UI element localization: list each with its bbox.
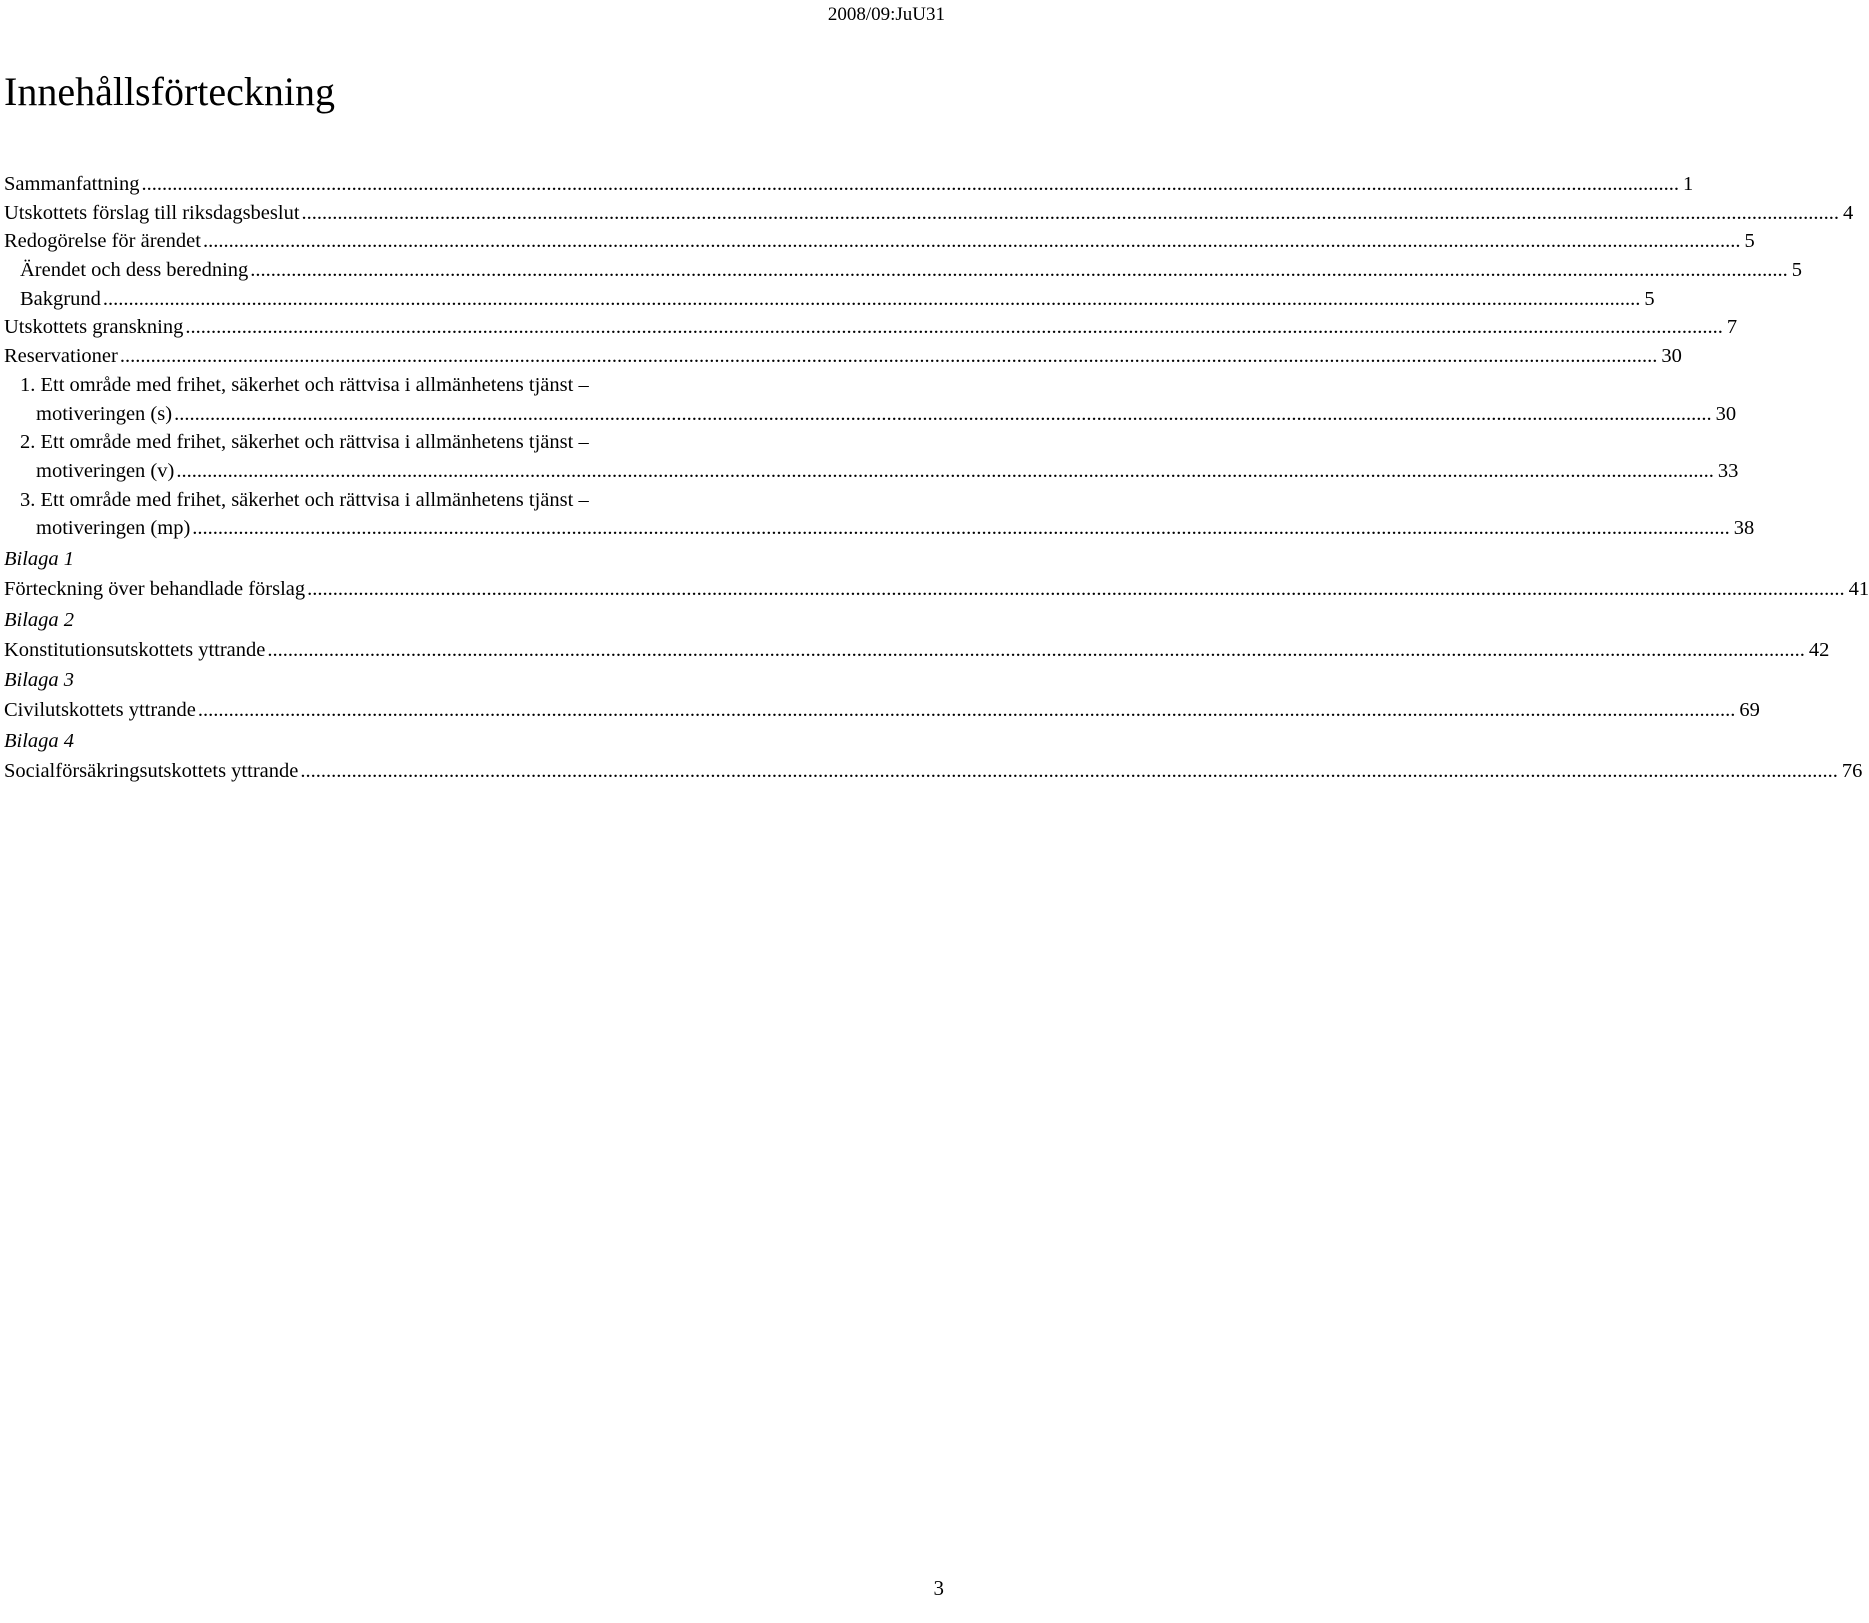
toc-leader: ............................................................................................................................................................................................................................................................................................................ <box>141 173 1680 195</box>
table-of-contents <box>4 170 1869 786</box>
toc-entry-text: Sammanfattning <box>4 173 140 195</box>
toc-entry[interactable] <box>4 514 1755 543</box>
toc-page-number: 5 <box>1744 230 1755 253</box>
toc-entry-text: motiveringen (mp) <box>36 517 191 540</box>
toc-entry-text: Redogörelse för ärendet <box>4 230 201 253</box>
toc-entry-heading[interactable]: 1. Ett område med frihet, säkerhet och rättvisa i allmänhetens tjänst – <box>20 373 589 396</box>
toc-entry-text: Civilutskottets yttrande <box>4 699 196 722</box>
toc-entry-text: motiveringen (v) <box>36 459 175 482</box>
toc-leader: ............................................................................................................................................................................................................................................................................................................ <box>301 201 1840 224</box>
toc-entry[interactable] <box>4 170 1694 199</box>
toc-entry-text: Förteckning över behandlade förslag <box>4 577 306 600</box>
toc-page-number: 7 <box>1726 316 1738 339</box>
appendix-label: Bilaga 3 <box>4 669 75 692</box>
toc-page-number: 4 <box>1843 201 1854 224</box>
toc-entry[interactable] <box>4 285 1655 314</box>
toc-leader: ............................................................................................................................................................................................................................................................................................................ <box>197 699 1736 722</box>
toc-entry[interactable] <box>4 256 1803 285</box>
toc-leader: ............................................................................................................................................................................................................................................................................................................ <box>250 259 1788 282</box>
toc-leader: ............................................................................................................................................................................................................................................................................................................ <box>192 517 1730 540</box>
toc-entry-text: motiveringen (s) <box>36 402 173 425</box>
toc-page-number: 5 <box>1644 287 1655 310</box>
toc-entry[interactable] <box>4 199 1854 228</box>
toc-page-number: 30 <box>1661 345 1682 368</box>
toc-page-number: 38 <box>1733 517 1755 540</box>
toc-page-number: 30 <box>1715 402 1737 425</box>
toc-entry-text: Ärendet och dess beredning <box>20 259 249 282</box>
toc-leader: ............................................................................................................................................................................................................................................................................................................ <box>185 316 1723 339</box>
toc-leader: ............................................................................................................................................................................................................................................................................................................ <box>267 638 1805 661</box>
toc-entry[interactable] <box>4 400 1737 429</box>
toc-page-number: 76 <box>1841 760 1863 782</box>
toc-leader: ............................................................................................................................................................................................................................................................................................................ <box>176 459 1714 482</box>
toc-entry-heading[interactable]: 3. Ett område med frihet, säkerhet och rättvisa i allmänhetens tjänst – <box>20 488 589 511</box>
appendix-label: Bilaga 1 <box>4 547 75 570</box>
toc-page-number: 41 <box>1848 577 1869 600</box>
toc-page-number: 33 <box>1717 459 1739 482</box>
document-reference: 2008/09:JuU31 <box>827 4 945 25</box>
toc-entry[interactable] <box>4 227 1755 256</box>
toc-entry-text: Utskottets granskning <box>4 316 184 339</box>
toc-entry-text: Reservationer <box>4 345 118 368</box>
toc-entry[interactable] <box>4 636 1830 665</box>
toc-entry-text: Bakgrund <box>20 287 101 310</box>
toc-entry[interactable] <box>4 457 1739 486</box>
toc-entry[interactable] <box>4 342 1682 371</box>
toc-leader: ............................................................................................................................................................................................................................................................................................................ <box>174 402 1712 425</box>
toc-leader: ............................................................................................................................................................................................................................................................................................................ <box>307 577 1845 600</box>
page-number: 3 <box>933 1576 944 1600</box>
toc-entry-text: Socialförsäkringsutskottets yttrande <box>4 760 299 782</box>
toc-entry[interactable] <box>4 575 1869 604</box>
appendix-label: Bilaga 2 <box>4 608 75 631</box>
toc-page-number: 1 <box>1683 173 1694 195</box>
toc-page-number: 5 <box>1791 259 1803 282</box>
toc-leader: ............................................................................................................................................................................................................................................................................................................ <box>119 345 1658 368</box>
toc-entry-text: Utskottets förslag till riksdagsbeslut <box>4 201 300 224</box>
appendix-label: Bilaga 4 <box>4 730 75 752</box>
toc-entry-text: Konstitutionsutskottets yttrande <box>4 638 266 661</box>
toc-entry-heading[interactable]: 2. Ett område med frihet, säkerhet och rättvisa i allmänhetens tjänst – <box>20 431 589 454</box>
toc-leader: ............................................................................................................................................................................................................................................................................................................ <box>202 230 1741 253</box>
toc-entry[interactable] <box>4 313 1738 342</box>
page-title: Innehållsförteckning <box>4 69 335 114</box>
toc-leader: ............................................................................................................................................................................................................................................................................................................ <box>102 287 1641 310</box>
toc-entry[interactable] <box>4 696 1760 725</box>
toc-entry[interactable] <box>4 757 1863 786</box>
toc-leader: ............................................................................................................................................................................................................................................................................................................ <box>300 760 1838 782</box>
toc-page-number: 69 <box>1739 699 1760 722</box>
toc-page-number: 42 <box>1808 638 1830 661</box>
